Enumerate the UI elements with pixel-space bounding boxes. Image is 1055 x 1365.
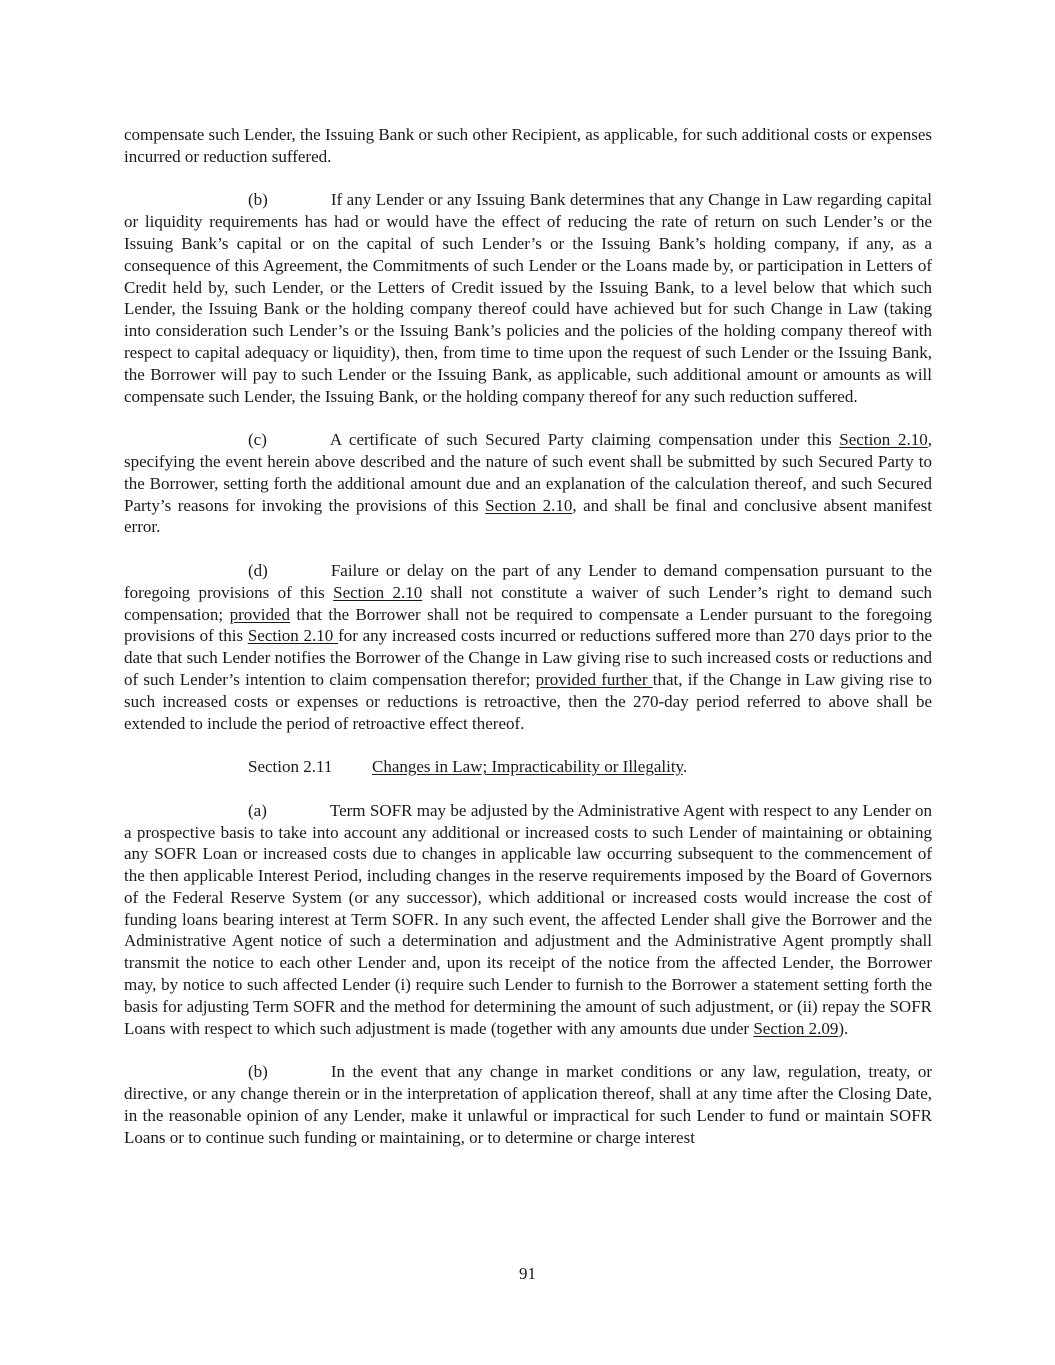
section-reference: Section 2.10 bbox=[333, 582, 423, 602]
paragraph-d bbox=[124, 560, 932, 734]
paragraph-intro-text: compensate such Lender, the Issuing Bank or such other Recipient, as applicable, for such additional costs or expenses incurred or reduction suffered. bbox=[124, 125, 932, 166]
paragraph-gap bbox=[124, 1039, 932, 1061]
paragraph-2-11-a bbox=[124, 800, 932, 1040]
section-heading-2-11 bbox=[124, 756, 932, 778]
paragraph-d-text: that the Borrower shall not be required to compensate a Lender pursuant to the foregoing provisions of this bbox=[124, 604, 932, 646]
paragraph-b bbox=[124, 189, 932, 407]
paragraph-2-11-b bbox=[124, 1061, 932, 1148]
paragraph-gap bbox=[124, 168, 932, 190]
section-number: Section 2.11 bbox=[248, 757, 333, 777]
section-reference: Section 2.10 bbox=[839, 430, 928, 450]
page-number: 91 bbox=[519, 1264, 536, 1283]
section-reference: Section 2.10 bbox=[485, 495, 573, 515]
section-reference: Section 2.09 bbox=[753, 1018, 839, 1038]
document-page bbox=[124, 124, 932, 1148]
paragraph-b-label: (b) bbox=[248, 190, 268, 210]
paragraph-gap bbox=[124, 407, 932, 429]
paragraph-c-label: (c) bbox=[248, 430, 267, 450]
paragraph-d-text: shall not constitute a waiver of such Lender’s right to demand such compensation; bbox=[124, 582, 933, 624]
paragraph-2-11-a-label: (a) bbox=[248, 800, 267, 820]
section-title-suffix: . bbox=[682, 757, 688, 777]
paragraph-gap bbox=[124, 734, 932, 756]
paragraph-b-text: If any Lender or any Issuing Bank determines that any Change in Law regarding capital or liquidity requirements has had or would have the effect of reducing the rate of return on such Lender’s or the Issuing Bank’s capital or on the capital of such Lender’s or the Issuing Bank’s holding company, if any, as a consequence of this Agreement, the Commitments of such Lender or the Loans made by, or participation in Letters of Credit held by, such Lender, or the Letters of Credit issued by the Issuing Bank, to a level below that which such Lender, the Issuing Bank or the holding company thereof could have achieved but for such Change in Law (taking into consideration such Lender’s or the Issuing Bank’s policies and the policies of the holding company thereof with respect to capital adequacy or liquidity), then, from time to time upon the request of such Lender or the Issuing Bank, the Borrower will pay to such Lender or the Issuing Bank, as applicable, such additional amount or amounts as will compensate such Lender, the Issuing Bank, or the holding company thereof for any such reduction suffered. bbox=[124, 190, 932, 406]
paragraph-d-label: (d) bbox=[248, 560, 268, 580]
paragraph-2-11-b-label: (b) bbox=[248, 1062, 268, 1082]
paragraph-c-text: , specifying the event herein above described and the nature of such event shall be submitted by such Secured Party to the Borrower, setting forth the additional amount due and an explanation of the calculation thereof, and such Secured Party’s reasons for invoking the provisions of this bbox=[124, 430, 932, 515]
paragraph-2-11-a-text: Term SOFR may be adjusted by the Administrative Agent with respect to any Lender on a prospective basis to take into account any additional or increased costs to such Lender of maintaining or obtaining any SOFR Loan or increased costs due to changes in applicable law occurring subsequent to the commencement of the then applicable Interest Period, including changes in the reserve requirements imposed by the Board of Governors of the Federal Reserve System (or any successor), which additional or increased costs would increase the cost of funding loans bearing interest at Term SOFR. In any such event, the affected Lender shall give the Borrower and the Administrative Agent notice of such a determination and adjustment and the Administrative Agent promptly shall transmit the notice to each other Lender and, upon its receipt of the notice from the affected Lender, the Borrower may, by notice to such affected Lender (i) require such Lender to furnish to the Borrower a statement setting forth the basis for adjusting Term SOFR and the method for determining the amount of such adjustment, or (ii) repay the SOFR Loans with respect to which such adjustment is made (together with any amounts due under bbox=[124, 800, 932, 1038]
paragraph-c bbox=[124, 429, 932, 538]
paragraph-gap bbox=[124, 538, 932, 560]
paragraph-intro bbox=[124, 124, 932, 168]
paragraph-d-text: that, if the Change in Law giving rise to such increased costs or expenses or reductions is retroactive, then the 270-day period referred to above shall be extended to include the period of retroactive effect thereof. bbox=[124, 669, 933, 733]
paragraph-d-text: Failure or delay on the part of any Lender to demand compensation pursuant to the foregoing provisions of this bbox=[124, 560, 932, 602]
section-reference: Section 2.10 bbox=[247, 626, 339, 646]
provided-term: provided bbox=[229, 604, 291, 624]
paragraph-2-11-b-text: In the event that any change in market conditions or any law, regulation, treaty, or directive, or any change therein or in the interpretation of application thereof, shall at any time after the Closing Date, in the reasonable opinion of any Lender, make it unlawful or impractical for such Lender to fund or maintain SOFR Loans or to continue such funding or maintaining, or to determine or charge interest bbox=[124, 1062, 932, 1147]
paragraph-gap bbox=[124, 778, 932, 800]
paragraph-c-text: , and shall be final and conclusive absent manifest error. bbox=[124, 495, 932, 537]
paragraph-c-text: A certificate of such Secured Party claiming compensation under this bbox=[329, 430, 840, 450]
paragraph-d-text: for any increased costs incurred or reductions suffered more than 270 days prior to the date that such Lender notifies the Borrower of the Change in Law giving rise to such increased costs or reductions and of such Lender’s intention to claim compensation therefor; bbox=[124, 626, 932, 689]
paragraph-2-11-a-text: ). bbox=[838, 1018, 849, 1038]
section-title: Changes in Law; Impracticability or Illegality bbox=[372, 757, 683, 777]
provided-further-term: provided further bbox=[535, 669, 653, 689]
